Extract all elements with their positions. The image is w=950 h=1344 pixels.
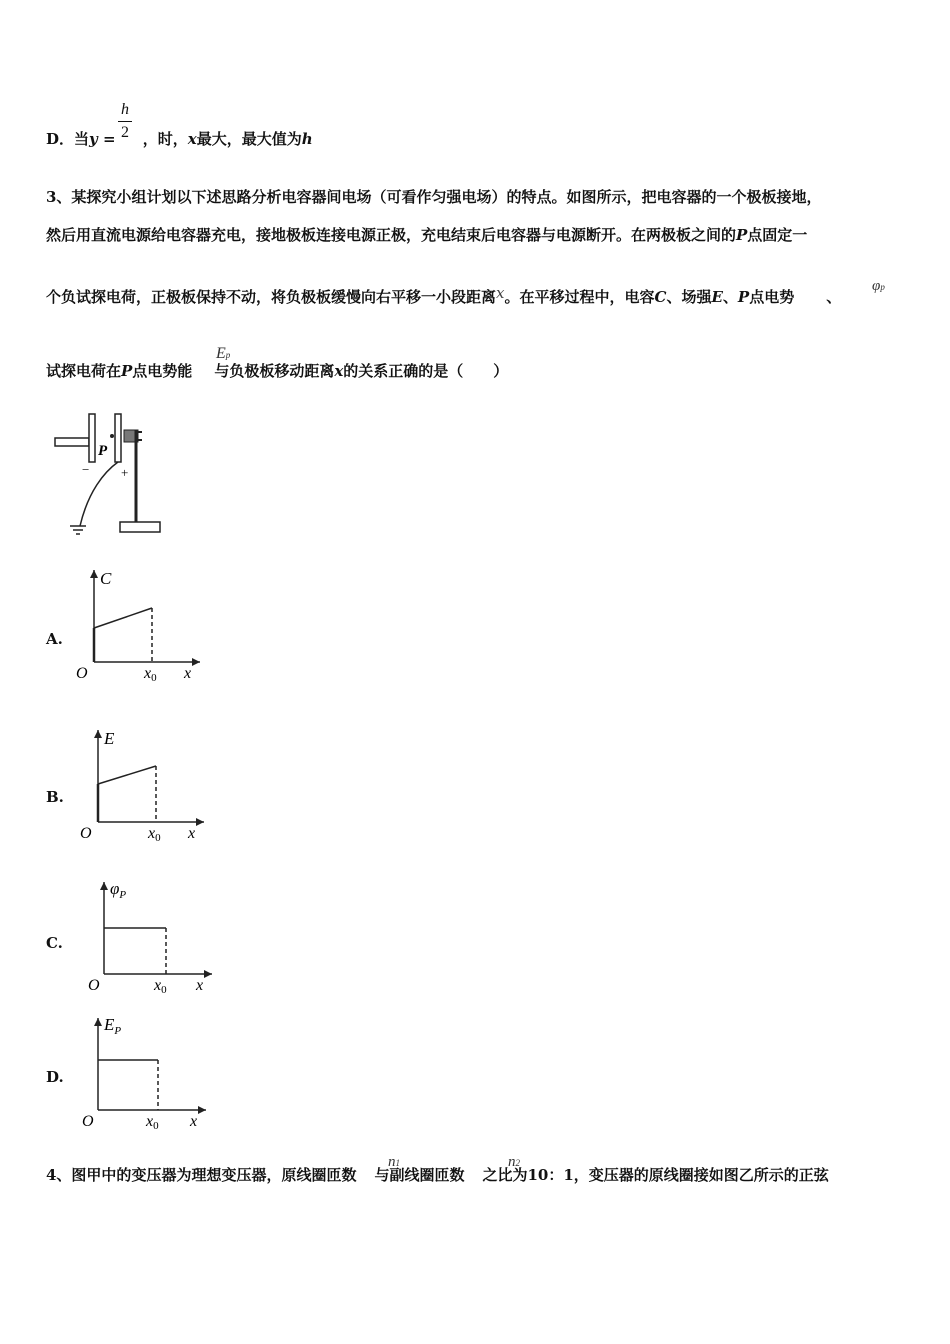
q3-line1: 3、某探究小组计划以下述思路分析电容器间电场（可看作匀强电场）的特点。如图所示，把电容器的一个极板接地， (46, 188, 822, 206)
x-axis-label: x (188, 825, 196, 842)
x-axis-label: x (190, 1113, 198, 1130)
origin-label: O (82, 1113, 94, 1130)
option-d-prev: D．当y = ，时，x最大，最大值为h (46, 130, 313, 148)
q4-line1: 4、图甲中的变压器为理想变压器，原线圈匝数 与副线圈匝数 之比为10：1，变压器的原线圈接如图乙所示的正弦 (46, 1166, 829, 1184)
option-c-label: C. (46, 934, 63, 952)
capacitor-apparatus-figure (52, 408, 170, 538)
x-axis-label: x (184, 665, 192, 682)
y-axis-label: C (100, 569, 112, 588)
n1-symbol: n1 (388, 1154, 400, 1170)
q3-line3: 个负试探电荷，正极板保持不动，将负极板缓慢向右平移一小段距离x。在平移过程中，电容C、场强E、P点电势 、 (46, 284, 842, 306)
q3-line4: 试探电荷在P点电势能 与负极板移动距离x的关系正确的是（ ） (46, 362, 509, 380)
plus-sign: + (121, 465, 129, 480)
n2-symbol: n2 (508, 1154, 520, 1170)
y-axis-label: E (104, 729, 115, 748)
option-d-label: D. (46, 1068, 64, 1086)
option-a-label: A. (46, 630, 63, 648)
option-c-graph (82, 874, 222, 996)
option-d-graph (76, 1010, 216, 1132)
x-axis-label: x (196, 977, 204, 994)
point-p-label: P (98, 443, 108, 459)
phi-p-symbol: φp (872, 278, 885, 294)
x0-label: x0 (154, 977, 167, 996)
q3-line2: 然后用直流电源给电容器充电，接地极板连接电源正极，充电结束后电容器与电源断开。在两极板之间的P点固定一 (46, 226, 808, 244)
origin-label: O (76, 665, 88, 682)
y-axis-label: $E_P$ (104, 1015, 122, 1037)
option-label: D．当 (46, 130, 90, 148)
option-b-label: B. (46, 788, 64, 806)
ep-symbol: Ep (216, 345, 231, 362)
x0-label: x0 (146, 1113, 159, 1132)
fraction-h-over-2: h 2 (118, 101, 132, 142)
x0-label: x0 (144, 665, 157, 684)
origin-label: O (88, 977, 100, 994)
option-a-graph (70, 562, 210, 684)
option-b-graph (74, 722, 214, 844)
y-axis-label: $\varphi_P$ (110, 879, 127, 901)
minus-sign: − (82, 462, 90, 477)
x0-label: x0 (148, 825, 161, 844)
origin-label: O (80, 825, 92, 842)
